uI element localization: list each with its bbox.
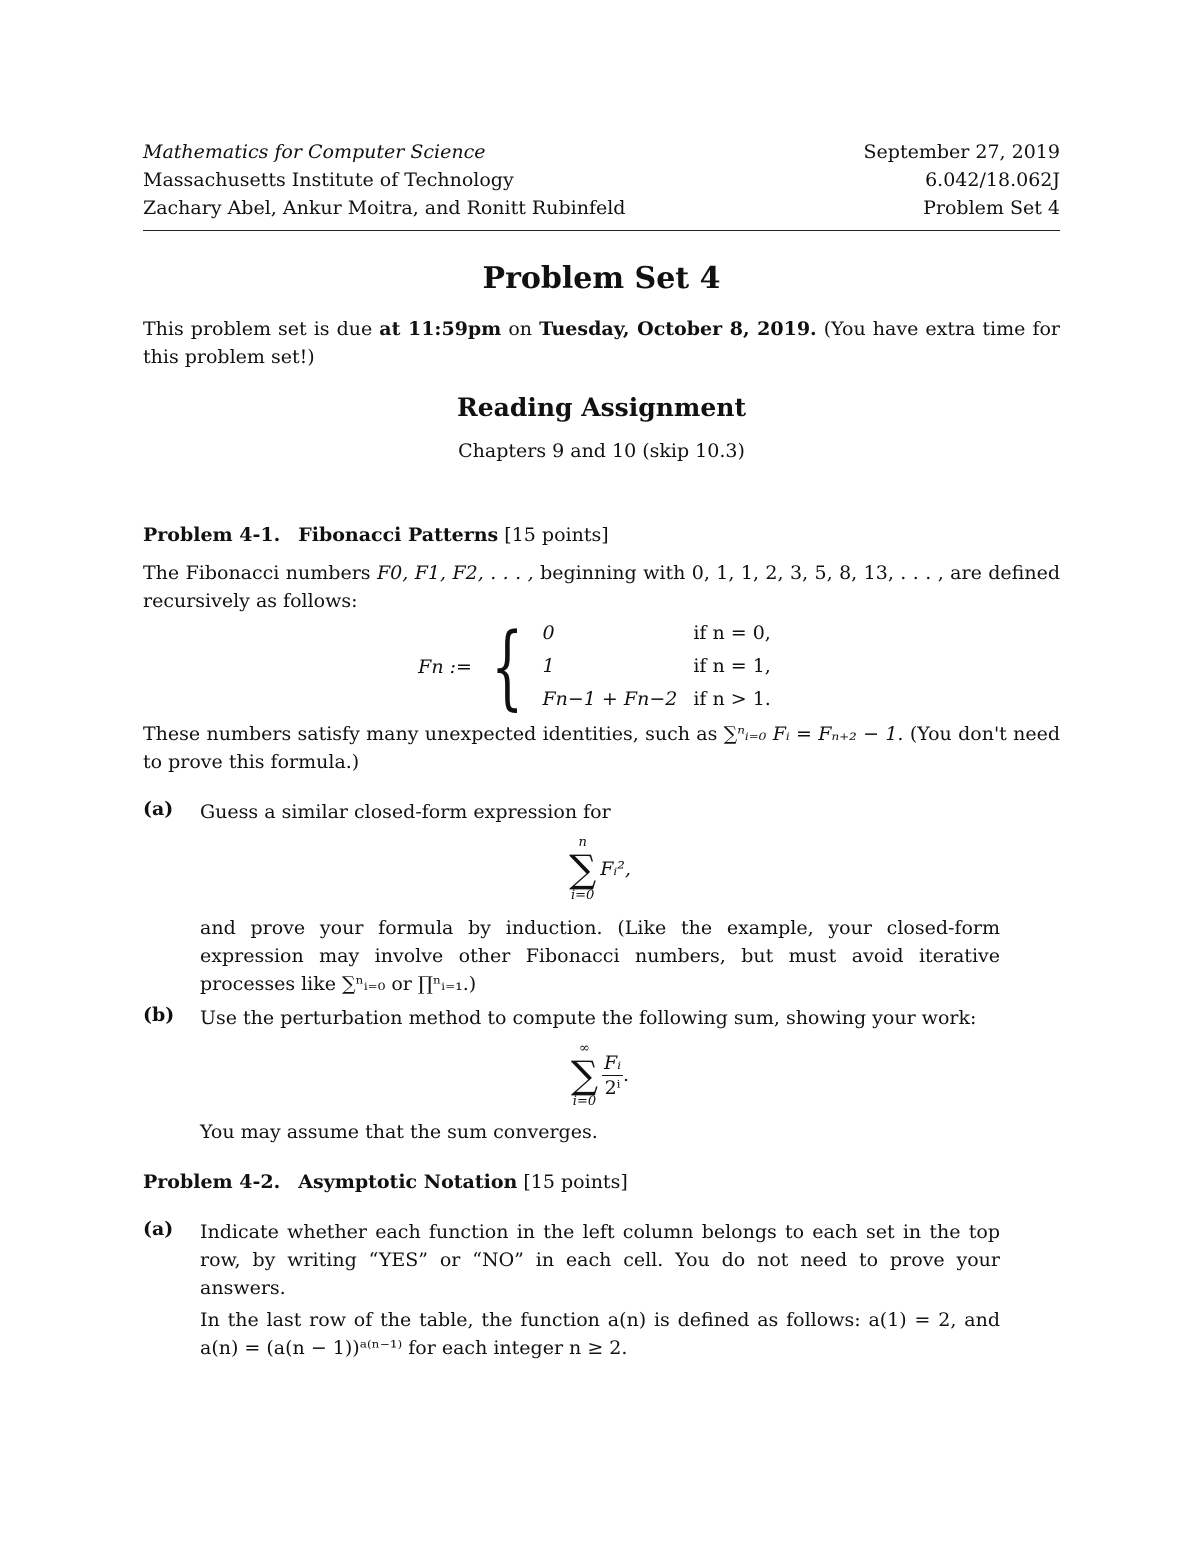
sigma-icon: ∑ [569,847,597,891]
course-name: Mathematics for Computer Science [143,141,486,163]
case-expr: Fn−1 + Fn−2 [542,688,678,710]
part-b-text: Use the perturbation method to compute the following sum, showing your work: [200,1007,977,1029]
part-body [200,1218,1000,1362]
sum-lower: i=0 [571,888,595,903]
fib-definition [143,612,1060,720]
part-a-follow: and prove your formula by induction. (Like the example, your closed-form expression may involve other Fibonacci numbers, but must avoid iterative processes like ∑ⁿᵢ₌₀ or ∏ⁿᵢ₌₁.) [200,917,1000,995]
identity-a: These numbers satisfy many unexpected identities, such as [143,723,718,745]
problem-1-part-b [143,1004,1060,1146]
problem-1-heading [143,521,1060,549]
problem-1-points: [15 points] [504,524,609,546]
fib-cases [540,617,784,716]
problem-2-heading [143,1168,1060,1196]
problem-1-part-a [143,798,1060,998]
fib-identity [143,720,1060,776]
denominator: 2ⁱ [604,1076,621,1099]
left-brace: { [491,612,524,720]
sum-lower: i=0 [572,1094,597,1109]
sum-upper: ∞ [579,1041,590,1056]
part-a-text: Guess a similar closed-form expression for [200,801,611,823]
problem-2-points: [15 points] [523,1171,628,1193]
header-row-2 [143,166,1060,194]
sigma-icon: ∑ [570,1053,599,1097]
fib-intro-b: beginning with 0, 1, 1, 2, 3, 5, 8, 13, . . . , are defined recursively as follows: [143,562,1060,612]
date: September 27, 2019 [863,141,1060,163]
due-paragraph [143,315,1060,371]
case-cond: if n = 1, [693,655,771,677]
fib-seq-vars: F0, F1, F2, . . . , [376,562,534,584]
p2-part-a-follow: In the last row of the table, the function a(n) is defined as follows: a(1) = 2, and a(n) = (a(n − 1))ᵃ⁽ⁿ⁻¹⁾ for each integer n ≥ 2. [200,1309,1000,1359]
part-label: (b) [143,1004,175,1026]
problem-2-part-a [143,1218,1060,1362]
header-rule [143,230,1060,231]
page-title: Problem Set 4 [482,261,721,296]
sum-upper: n [578,835,587,850]
course-number: 6.042/18.062J [925,169,1060,191]
part-body [200,798,1000,998]
problem-2-name: Asymptotic Notation [298,1171,518,1193]
part-label: (a) [143,1218,174,1240]
case-row [540,650,784,683]
case-row [540,683,784,716]
summand: Fᵢ², [600,858,631,880]
p2-part-a-text: Indicate whether each function in the left column belongs to each set in the top row, by writing “YES” or “NO” in each cell. You do not need to prove your answers. [200,1221,1000,1299]
reading-heading: Reading Assignment [456,393,746,422]
sum-fraction [200,1042,1000,1108]
due-time: at 11:59pm [379,318,502,340]
part-b-follow: You may assume that the sum converges. [200,1121,598,1143]
case-cond: if n > 1. [693,688,771,710]
institution: Massachusetts Institute of Technology [143,169,514,191]
numerator: Fᵢ [604,1051,622,1074]
due-on: on [508,318,533,340]
sigma [571,1042,598,1108]
problem-1-number: Problem 4-1. [143,524,281,546]
case-cond: if n = 0, [693,622,771,644]
case-row [540,617,784,650]
set-label: Problem Set 4 [923,197,1060,219]
fib-lhs: Fn := [418,655,472,678]
identity-formula: ∑ⁿᵢ₌₀ Fᵢ = Fₙ₊₂ − 1. [723,723,904,745]
reading-chapters: Chapters 9 and 10 (skip 10.3) [458,440,745,462]
problem-2-number: Problem 4-2. [143,1171,281,1193]
fib-intro-a: The Fibonacci numbers [143,562,371,584]
header-row-3 [143,194,1060,222]
fib-intro [143,559,1060,615]
due-prefix: This problem set is due [143,318,373,340]
identity-b: (You don't need to prove this formula.) [143,723,1061,773]
fraction [602,1051,623,1100]
problem-1-name: Fibonacci Patterns [298,524,499,546]
case-expr: 1 [542,655,555,677]
due-suffix: (You have extra time for this problem set!) [143,318,1061,368]
authors: Zachary Abel, Ankur Moitra, and Ronitt Rubinfeld [143,197,626,219]
period: . [623,1064,630,1086]
due-date: Tuesday, October 8, 2019. [539,318,817,340]
sum-squares [200,836,1000,902]
case-expr: 0 [542,622,555,644]
header-row-1 [143,138,1060,166]
sigma [569,836,596,902]
part-label: (a) [143,798,174,820]
page-content [143,138,1060,1362]
part-body [200,1004,1000,1146]
